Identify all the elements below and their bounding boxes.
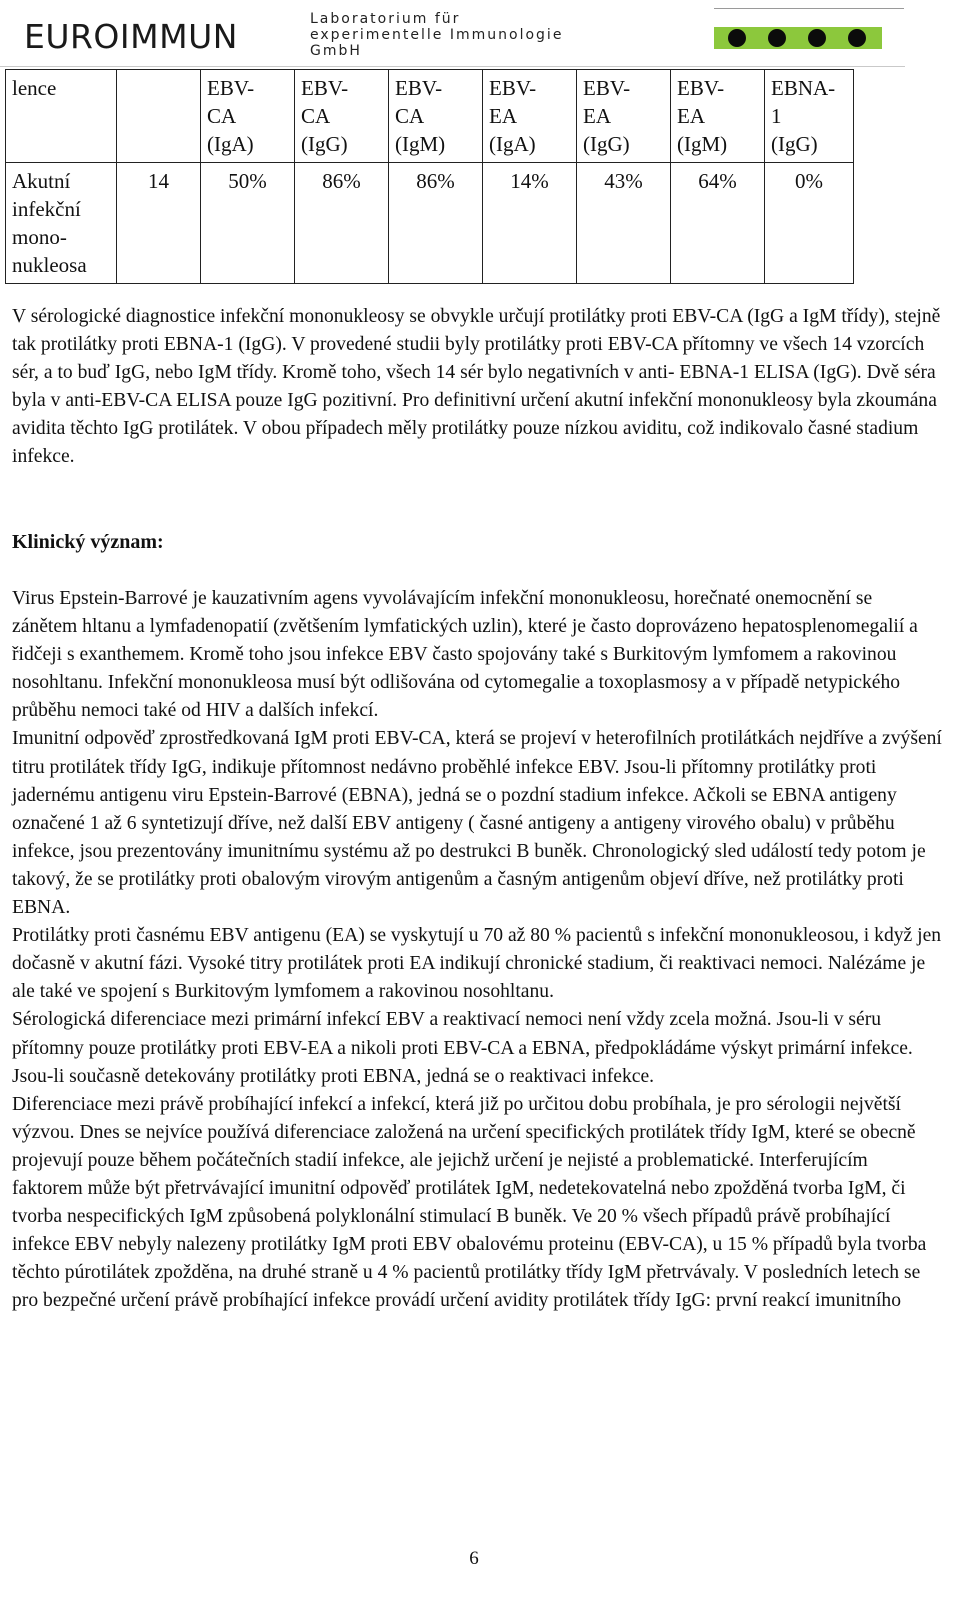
table-cell: 86% [389, 163, 483, 284]
header-rule [714, 8, 904, 9]
study-paragraph [12, 303, 942, 472]
table-header-row [6, 70, 854, 163]
logo-dots-icon [714, 27, 882, 49]
paragraph: Protilátky proti časnému EBV antigenu (EA) se vyskytují u 70 až 80 % pacientů s infekční mononukleosou, i když jen dočasně v akutní fázi. Vysoké titry protilátek proti EA indikují chronické stadium, či reaktivaci nemoci. Nalézáme je ale také ve spojení s Burkitovým lymfomem a rakovinou nosohltanu. [12, 925, 942, 1003]
lab-name-line: Laboratorium für [310, 11, 461, 27]
table-cell: EBV- CA (IgA) [201, 70, 295, 163]
table-row [6, 163, 854, 284]
table-cell: 14 [117, 163, 201, 284]
table-cell: 86% [295, 163, 389, 284]
table-cell: EBNA- 1 (IgG) [765, 70, 854, 163]
page-number: 6 [469, 1548, 479, 1569]
table-cell: 50% [201, 163, 295, 284]
table-cell [117, 70, 201, 163]
table-cell: 14% [483, 163, 577, 284]
table-cell: EBV- EA (IgA) [483, 70, 577, 163]
page-header [0, 0, 905, 67]
table-cell: Akutní infekční mono- nukleosa [6, 163, 117, 284]
lab-name-line: GmbH [310, 43, 362, 59]
lab-name [310, 11, 563, 59]
table-cell: lence [6, 70, 117, 163]
paragraph: Imunitní odpověď zprostředkovaná IgM proti EBV-CA, která se projeví v heterofilních protilátkách nejdříve a zvýšení titru protilátek třídy IgG, indikuje přítomnost nedávno proběhlé infekce EBV. Jsou-li přítomny protilátky proti jadernému antigenu viru Epstein-Barrové (EBNA), jedná se o pozdní stadium infekce. Ačkoli se EBNA antigeny označené 1 až 6 syntetizují dříve, než další EBV antigeny ( časné antigeny a antigeny virového obalu) v průběhu infekce, jsou prezentovány imunitnímu systému až po destrukci B buněk. Chronologický sled událostí tedy potom je takový, že se protilátky proti obalovým virovým antigenům a časným antigenům objeví dříve, než protilátky proti EBNA. [12, 728, 942, 919]
table-cell: EBV- CA (IgG) [295, 70, 389, 163]
paragraph: Diferenciace mezi právě probíhající infekcí a infekcí, která již po určitou dobu probíhala, je pro sérologii největší výzvou. Dnes se nejvíce používá diferenciace založená na určení specifických protilátek třídy IgM, které se obecně projevují pouze během počátečních stadií infekce, ale jejichž určení je nejisté a problematické. Interferujícím faktorem může být přetrvávající imunitní odpověď protilátek IgM, nedetekovatelná nebo zpožděná tvorba IgM, či tvorba nespecifických IgM způsobená polyklonální stimulací B buněk. Ve 20 % všech případů právě probíhající infekce EBV nebyly nalezeny protilátky IgM proti EBV obalovému proteinu (EBV-CA), u 15 % případů byla tvorba těchto púrotilátek zpožděna, na druhé straně u 4 % pacientů protilátky třídy IgM přetrvávaly. V posledních letech se pro bezpečné určení právě probíhající infekce provádí určení avidity protilátek třídy IgG: první reakcí imunitního [12, 1093, 927, 1312]
paragraph: Virus Epstein-Barrové je kauzativním agens vyvolávajícím infekční mononukleosu, horečnaté onemocnění se zánětem hltanu a lymfadenopatií (zvětšením lymfatických uzlin), které je často doprovázeno hepatosplenomegalií a řidčeji s exanthemem. Kromě toho jsou infekce EBV často spojovány také s Burkitovým lymfomem a rakovinou nosohltanu. Infekční mononukleosa musí být odlišována od cytomegalie a toxoplasmosy a v případě netypického průběhu nemoci také od HIV a dalších infekcí. [12, 588, 918, 722]
clinical-text [12, 585, 942, 1315]
paragraph: V sérologické diagnostice infekční mononukleosy se obvykle určují protilátky proti EBV-CA (IgG a IgM třídy), stejně tak protilátky proti EBNA-1 (IgG). V provedené studii byly protilátky proti EBV-CA přítomny ve všech 14 vzorcích sér, a to buď IgG, nebo IgM třídy. Kromě toho, všech 14 sér bylo negativních v anti- EBNA-1 ELISA (IgG). Dvě séra byla v anti-EBV-CA ELISA pouze IgG pozitivní. Pro definitivní určení akutní infekční mononukleosy byla zkoumána avidita těchto IgG protilátek. V obou případech měly protilátky pouze nízkou aviditu, což indikovalo časné stadium infekce. [12, 306, 941, 468]
section-heading: Klinický význam: [12, 531, 164, 553]
paragraph: Sérologická diferenciace mezi primární infekcí EBV a reaktivací nemoci není vždy zcela možná. Jsou-li v séru přítomny pouze protilátky proti EBV-EA a nikoli proti EBV-CA a EBNA, předpokládáme výskyt primární infekce. Jsou-li současně detekovány protilátky proti EBNA, jedná se o reaktivaci infekce. [12, 1009, 913, 1087]
table-cell: 43% [577, 163, 671, 284]
table-cell: EBV- CA (IgM) [389, 70, 483, 163]
table-cell: EBV- EA (IgM) [671, 70, 765, 163]
brand-logo-text: EUROIMMUN [24, 17, 238, 56]
table-cell: 0% [765, 163, 854, 284]
lab-name-line: experimentelle Immunologie [310, 27, 564, 43]
results-table [5, 69, 854, 284]
table-cell: EBV- EA (IgG) [577, 70, 671, 163]
table-cell: 64% [671, 163, 765, 284]
